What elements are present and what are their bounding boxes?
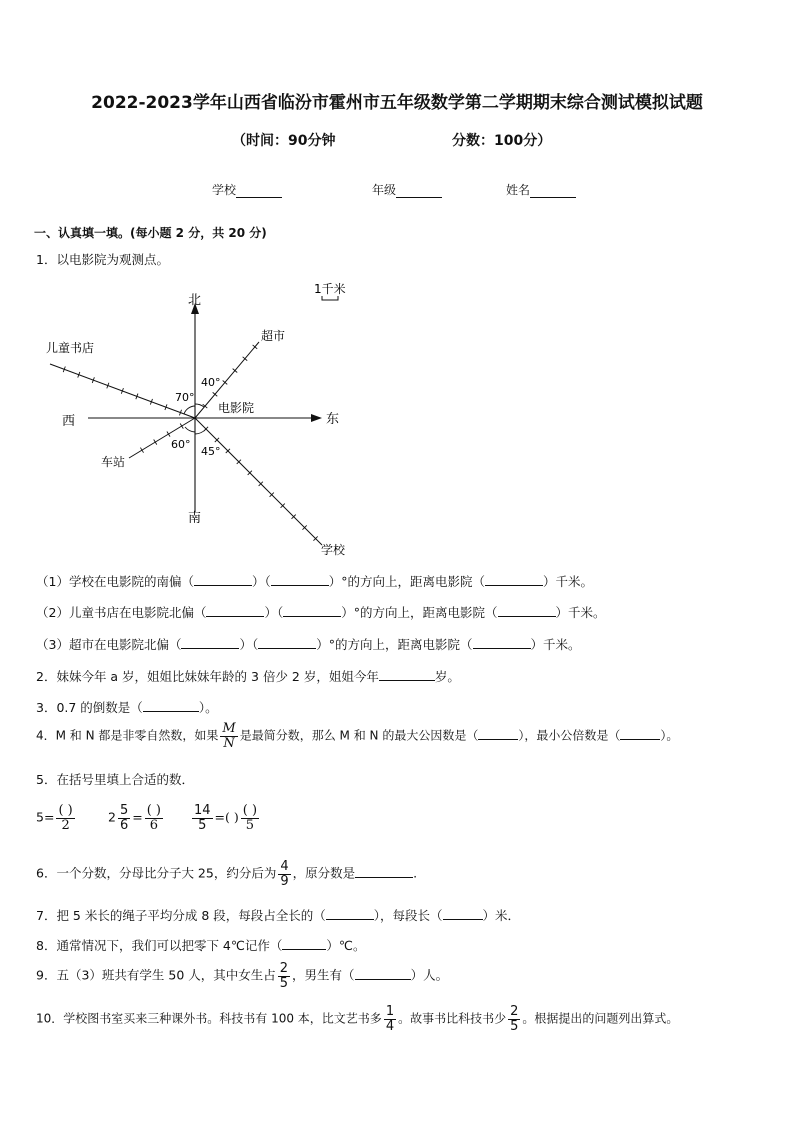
question-2: 2．妹妹今年 a 岁，姐姐比妹妹年龄的 3 倍少 2 岁，姐姐今年 岁。 [36, 669, 460, 684]
answer-blank[interactable] [206, 604, 264, 617]
scale-bar [322, 296, 338, 300]
scale-label: 1千米 [314, 282, 346, 296]
tick-mark [154, 440, 157, 445]
label-south: 南 [188, 511, 202, 526]
question-10: 10．学校图书室买来三种课外书。科技书有 100 本，比文艺书多 $\frac{1}{4}$ 。故事书比科技书少 $\frac{2}{5}$ 。根据提出的问题列出算式。 [36, 1004, 679, 1034]
section-heading: 一、认真填一填。(每小题 2 分，共 20 分) [34, 226, 267, 240]
fraction: $\frac{14}{5}$ [194, 803, 211, 833]
tick-mark [140, 448, 143, 453]
q1-stem: 1．以电影院为观测点。 [36, 252, 169, 267]
exam-title: 2022-2023学年山西省临汾市霍州市五年级数学第二学期期末综合测试模拟试题 [91, 93, 703, 113]
question-7: 7．把 5 米长的绳子平均分成 8 段，每段占全长的（ ），每段长（ ）米． [36, 908, 521, 923]
label-angle-70: 70° [175, 391, 195, 404]
q5-expr-1: 5= $\frac{( )}{2}$ [36, 803, 73, 833]
fraction[interactable]: $\frac{( )}{2}$ [58, 803, 73, 833]
answer-blank[interactable] [283, 604, 341, 617]
q1-sub3: （3）超市在电影院北偏（ ）（ ）°的方向上，距离电影院（ ）千米。 [36, 637, 581, 652]
arc-45 [195, 429, 206, 434]
school-label: 学校 [212, 183, 237, 197]
q5-stem: 5．在括号里填上合适的数． [36, 772, 194, 787]
q5-expr-2: 2 $\frac{5}{6}$ = $\frac{( )}{6}$ [108, 803, 161, 833]
answer-blank[interactable] [379, 668, 435, 681]
grade-label: 年级 [372, 183, 397, 197]
fraction[interactable]: $\frac{( )}{5}$ [242, 803, 258, 833]
fraction-1-4: $\frac{1}{4}$ [385, 1004, 395, 1034]
answer-blank[interactable] [194, 573, 252, 586]
answer-blank[interactable] [258, 636, 316, 649]
q1-sub1: （1）学校在电影院的南偏（ ）（ ）°的方向上，距离电影院（ ）千米。 [36, 574, 594, 589]
arc-60 [185, 427, 195, 432]
fraction-4-9: $\frac{4}{9}$ [280, 859, 289, 889]
label-north: 北 [188, 293, 202, 308]
label-east: 东 [326, 412, 340, 427]
q5-expr-3: $\frac{14}{5}$ =( ) $\frac{( )}{5}$ [194, 803, 258, 833]
question-8: 8．通常情况下，我们可以把零下 4℃记作（ ）℃。 [36, 938, 366, 953]
label-west: 西 [62, 414, 76, 429]
label-school: 学校 [321, 543, 346, 557]
question-9: 9．五（3）班共有学生 50 人，其中女生占 $\frac{2}{5}$ ，男生有（ ）人。 [36, 961, 449, 991]
answer-blank[interactable] [143, 699, 199, 712]
fraction-m-n: $\frac{M}{N}$ [222, 721, 236, 751]
exam-time: （时间：90分钟 [232, 133, 336, 149]
name-label: 姓名 [506, 183, 531, 197]
answer-blank[interactable] [485, 573, 543, 586]
answer-blank[interactable] [282, 937, 326, 950]
exam-score: 分数：100分） [452, 133, 552, 149]
question-4: 4．M 和 N 都是非零自然数，如果 $\frac{M}{N}$ 是最简分数，那么 M 和 N 的最大公因数是（ ），最小公倍数是（ ）。 [36, 721, 679, 751]
arc-70 [184, 406, 195, 414]
question-6: 6．一个分数，分母比分子大 25，约分后为 $\frac{4}{9}$ ，原分数是 . [36, 859, 418, 889]
answer-blank[interactable] [326, 907, 374, 920]
question-3: 3．0.7 的倒数是（ ）。 [36, 700, 218, 715]
fraction[interactable]: $\frac{( )}{6}$ [146, 803, 161, 833]
answer-blank[interactable] [498, 604, 556, 617]
label-supermarket: 超市 [261, 329, 286, 343]
label-angle-40: 40° [201, 376, 221, 389]
answer-blank[interactable] [478, 727, 518, 740]
answer-blank[interactable] [355, 967, 411, 980]
q1-sub2: （2）儿童书店在电影院北偏（ ）（ ）°的方向上，距离电影院（ ）千米。 [36, 605, 606, 620]
answer-blank[interactable] [355, 865, 413, 878]
label-angle-60: 60° [171, 438, 191, 451]
tick-mark [180, 423, 183, 428]
answer-blank[interactable] [620, 727, 660, 740]
answer-blank[interactable] [271, 573, 329, 586]
label-bookstore: 儿童书店 [46, 341, 95, 355]
east-arrow [311, 414, 322, 422]
fraction-2-5: $\frac{2}{5}$ [510, 1004, 519, 1034]
answer-blank[interactable] [443, 907, 483, 920]
label-station: 车站 [101, 455, 126, 469]
answer-blank[interactable] [181, 636, 239, 649]
ray-school [195, 418, 322, 545]
answer-blank[interactable] [473, 636, 531, 649]
fraction-2-5: $\frac{2}{5}$ [279, 961, 289, 991]
tick-mark [167, 432, 170, 437]
label-cinema: 电影院 [218, 401, 255, 415]
label-angle-45: 45° [201, 445, 221, 458]
fraction: $\frac{5}{6}$ [119, 803, 129, 833]
